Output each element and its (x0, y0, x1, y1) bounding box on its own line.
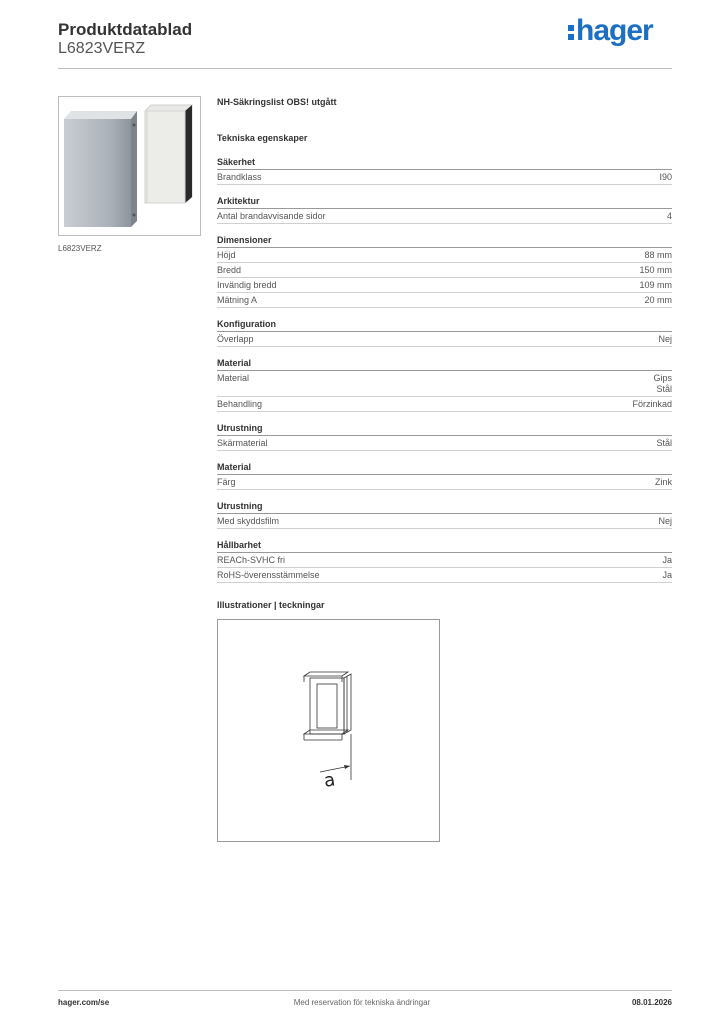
spec-value-line: Nej (658, 516, 672, 526)
spec-value (644, 250, 672, 261)
spec-value-line: Stål (656, 384, 672, 394)
website-link[interactable]: hager.com/se (58, 998, 110, 1007)
image-caption: L6823VERZ (58, 244, 102, 253)
product-photo-icon (59, 97, 200, 235)
spec-section (217, 155, 672, 185)
spec-value (656, 438, 672, 449)
spec-value (658, 334, 672, 345)
spec-row (217, 293, 672, 308)
spec-value (644, 295, 672, 306)
spec-value (639, 280, 672, 291)
specifications (217, 92, 672, 583)
spec-section (217, 194, 672, 224)
spec-value (662, 555, 672, 566)
spec-value-line: Ja (662, 555, 672, 565)
spec-value-line: Gips (653, 373, 672, 383)
spec-value-line: Nej (658, 334, 672, 344)
spec-value-line: I90 (659, 172, 672, 182)
illustrations-heading: Illustrationer | teckningar (217, 600, 325, 610)
spec-label: REACh-SVHC fri (217, 555, 286, 565)
spec-row (217, 209, 672, 224)
spec-row (217, 278, 672, 293)
section-heading: Arkitektur (217, 194, 672, 209)
section-heading: Utrustning (217, 499, 672, 514)
spec-label: Brandklass (217, 172, 262, 182)
spec-label: Bredd (217, 265, 242, 275)
section-heading: Material (217, 460, 672, 475)
spec-value (632, 399, 672, 410)
hager-logo[interactable] (568, 14, 653, 48)
spec-section (217, 499, 672, 529)
document-title: Produktdatablad (58, 20, 193, 39)
spec-value-line: Stål (656, 438, 672, 448)
spec-label: Material (217, 373, 250, 383)
product-code: L6823VERZ (58, 40, 146, 57)
spec-value-line: 20 mm (644, 295, 672, 305)
spec-label: Behandling (217, 399, 263, 409)
spec-label: Invändig bredd (217, 280, 277, 290)
spec-label: Höjd (217, 250, 236, 260)
spec-section (217, 356, 672, 412)
dimension-drawing-icon (218, 620, 439, 841)
spec-value-line: 88 mm (644, 250, 672, 260)
illustration-frame (217, 619, 440, 842)
section-heading: Material (217, 356, 672, 371)
spec-row (217, 248, 672, 263)
spec-row (217, 371, 672, 397)
spec-row (217, 332, 672, 347)
spec-label: RoHS-överensstämmelse (217, 570, 320, 580)
spec-value-line: 4 (666, 211, 672, 221)
spec-value (662, 570, 672, 581)
header-divider (58, 68, 672, 69)
section-heading: Dimensioner (217, 233, 672, 248)
spec-section (217, 538, 672, 583)
spec-section (217, 233, 672, 308)
spec-section (217, 460, 672, 490)
spec-value (655, 477, 672, 488)
spec-value (639, 265, 672, 276)
spec-sections (217, 155, 672, 583)
spec-label: Antal brandavvisande sidor (217, 211, 326, 221)
section-heading: Konfiguration (217, 317, 672, 332)
spec-value (667, 211, 672, 222)
spec-row (217, 514, 672, 529)
dimension-label: a (322, 769, 337, 792)
section-heading: Säkerhet (217, 155, 672, 170)
spec-value-line: 150 mm (639, 265, 672, 275)
product-status: NH-Säkringslist OBS! utgått (217, 97, 337, 107)
spec-section (217, 317, 672, 347)
document-date: 08.01.2026 (631, 998, 672, 1007)
footer-disclaimer: Med reservation för tekniska ändringar (293, 998, 431, 1007)
spec-value-line: Förzinkad (632, 399, 672, 409)
logo-text: hager (576, 14, 653, 47)
product-image (58, 96, 201, 236)
spec-row (217, 553, 672, 568)
logo-dots-icon (568, 22, 574, 43)
spec-row (217, 475, 672, 490)
spec-value (659, 172, 672, 183)
spec-row (217, 263, 672, 278)
spec-label: Färg (217, 477, 236, 487)
section-heading: Utrustning (217, 421, 672, 436)
spec-label: Överlapp (217, 334, 254, 344)
spec-value-line: 109 mm (639, 280, 672, 290)
spec-section (217, 421, 672, 451)
spec-row (217, 436, 672, 451)
spec-value (653, 373, 672, 395)
spec-row (217, 568, 672, 583)
spec-value (658, 516, 672, 527)
spec-label: Skärmaterial (217, 438, 268, 448)
spec-value-line: Ja (662, 570, 672, 580)
section-heading: Hållbarhet (217, 538, 672, 553)
spec-label: Mätning A (217, 295, 258, 305)
footer-divider (58, 990, 672, 991)
spec-value-line: Zink (654, 477, 672, 487)
spec-label: Med skyddsfilm (217, 516, 280, 526)
spec-row (217, 397, 672, 412)
spec-row (217, 170, 672, 185)
technical-heading: Tekniska egenskaper (217, 133, 308, 143)
